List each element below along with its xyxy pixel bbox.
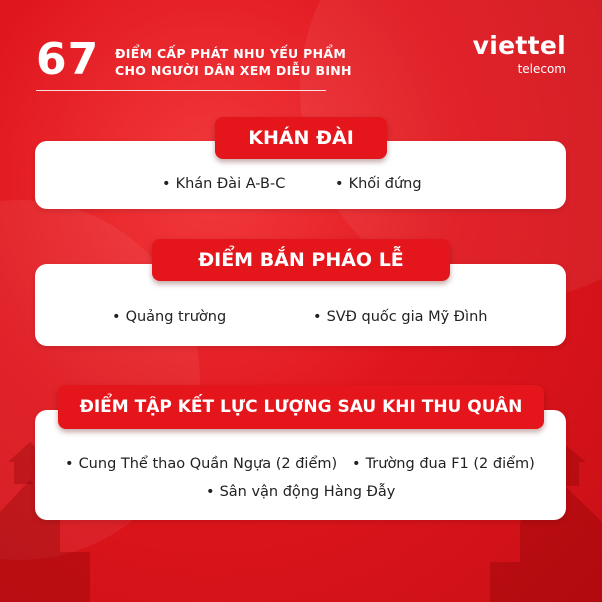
list-item	[112, 308, 226, 326]
list-item	[352, 455, 535, 473]
brand-subtitle: telecom	[517, 62, 566, 76]
bullet: •	[65, 456, 74, 472]
bullet: •	[313, 309, 322, 325]
list-item	[162, 175, 285, 193]
list-item-label: Cung Thể thao Quần Ngựa (2 điểm)	[78, 456, 338, 472]
list-item-label: Khối đứng	[348, 176, 422, 192]
list-item-label: SVĐ quốc gia Mỹ Đình	[326, 309, 488, 325]
bullet: •	[112, 309, 121, 325]
brand-logo	[473, 32, 566, 76]
list-item-label: Khán Đài A-B-C	[175, 176, 286, 192]
location-count: 67	[36, 34, 100, 85]
section-title-assembly-points: ĐIỂM TẬP KẾT LỰC LƯỢNG SAU KHI THU QUÂN	[58, 385, 544, 429]
list-item	[206, 483, 395, 501]
bullet: •	[335, 176, 344, 192]
list-item	[313, 308, 487, 326]
list-item-label: Trường đua F1 (2 điểm)	[365, 456, 535, 472]
list-item-label: Quảng trường	[125, 309, 227, 325]
bullet: •	[162, 176, 171, 192]
section-title-salute-fireworks: ĐIỂM BẮN PHÁO LỄ	[152, 239, 450, 281]
section-title-grandstand: KHÁN ĐÀI	[215, 117, 387, 159]
headline-line-2: CHO NGƯỜI DÂN XEM DIỄU BINH	[115, 63, 352, 78]
bullet: •	[352, 456, 361, 472]
header-divider	[36, 90, 326, 91]
list-item	[335, 175, 422, 193]
bullet: •	[206, 484, 215, 500]
headline-line-1: ĐIỂM CẤP PHÁT NHU YẾU PHẨM	[115, 46, 347, 61]
list-item-label: Sân vận động Hàng Đẫy	[219, 484, 396, 500]
list-item	[65, 455, 337, 473]
headline	[115, 45, 352, 79]
brand-name: viettel	[472, 31, 566, 60]
